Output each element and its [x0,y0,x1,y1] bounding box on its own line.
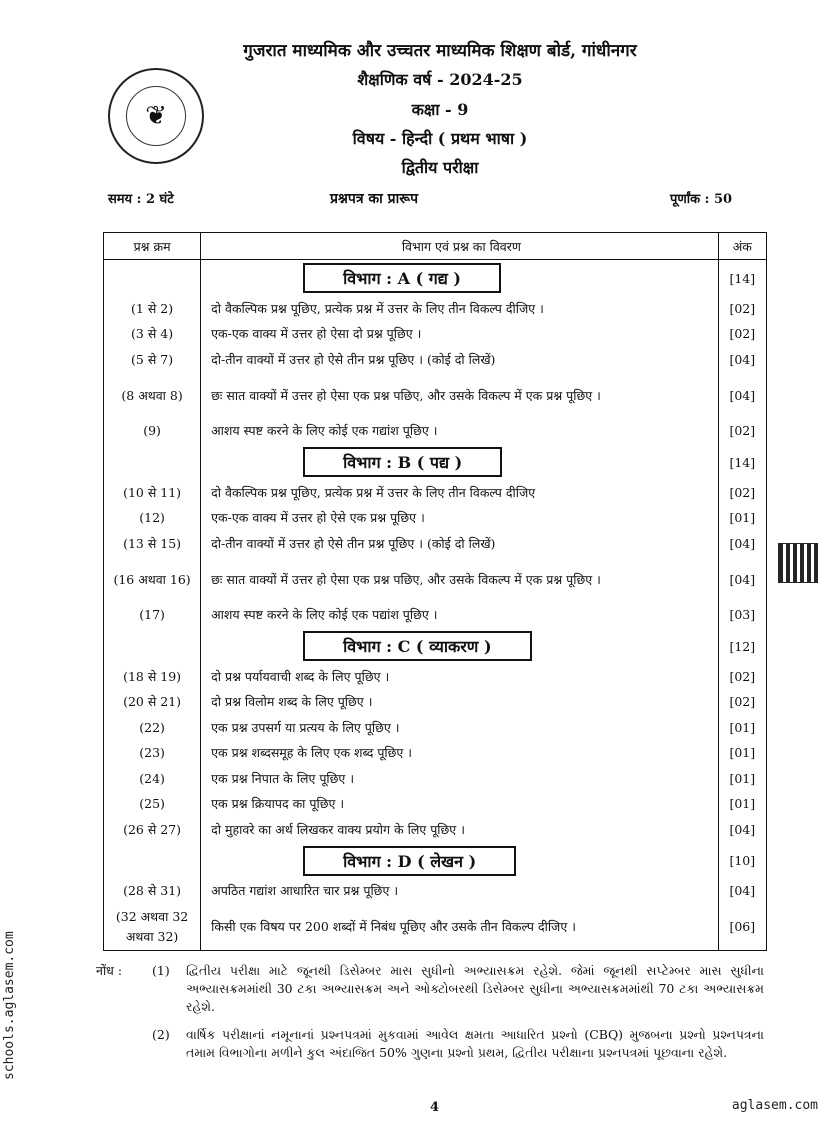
question-no: (17) [104,603,201,629]
question-desc: छः सात वाक्यों में उत्तर हो ऐसा एक प्रश्न पछिए, और उसके विकल्प में एक प्रश्न पूछिए । [201,373,718,419]
question-desc: दो वैकल्पिक प्रश्न पूछिए, प्रत्येक प्रश्न में उत्तर के लिए तीन विकल्प दीजिए । [201,296,718,322]
table-row [104,531,767,557]
table-row [104,480,767,506]
question-no: (18 से 19) [104,664,201,690]
question-desc: किसी एक विषय पर 200 शब्दों में निबंध पूछिए और उसके तीन विकल्प दीजिए । [201,904,718,951]
qr-code [778,543,818,583]
question-no: (28 से 31) [104,879,201,905]
question-desc: एक प्रश्न शब्दसमूह के लिए एक शब्द पूछिए । [201,741,718,767]
note-2-text: વાર્ષિક પરીક્ષાનાં નમૂનાનાં પ્રશ્નપત્રમાં મુકવામાં આવેલ ક્ષમતા આધારિત પ્રશ્નો (CBQ) મુજબના પ્રશ્નો પ્રશ્નપત્રના તમામ વિભાગોના મળીને કુલ અંદાજિત 50% ગુણના પ્રશ્નો પ્રથમ, દ્વિતીય પરીક્ષાના પ્રશ્નપત્રમાં પૂછવાના રહેશે. [186,1027,764,1060]
question-desc: दो प्रश्न विलोम शब्द के लिए पूछिए । [201,690,718,716]
question-no: (24) [104,766,201,792]
table-row [104,879,767,905]
question-marks: [06] [718,904,766,951]
question-desc: दो मुहावरे का अर्थ लिखकर वाक्य प्रयोग के लिए पूछिए । [201,817,718,843]
board-name: गुजरात माध्यमिक और उच्चतर माध्यमिक शिक्षण बोर्ड, गांधीनगर [243,41,637,61]
question-no: (26 से 27) [104,817,201,843]
table-header-row [104,233,767,260]
question-no: (20 से 21) [104,690,201,716]
table-row [104,506,767,532]
note-2-number: (2) [152,1027,170,1042]
question-no: (8 अथवा 8) [104,373,201,419]
question-desc: एक-एक वाक्य में उत्तर हो ऐसे एक प्रश्न पूछिए । [201,506,718,532]
question-marks: [02] [718,664,766,690]
col-header-marks: अंक [718,233,766,260]
question-marks: [01] [718,792,766,818]
question-no: (13 से 15) [104,531,201,557]
question-marks: [04] [718,817,766,843]
question-desc: दो वैकल्पिक प्रश्न पूछिए, प्रत्येक प्रश्न में उत्तर के लिए तीन विकल्प दीजिए [201,480,718,506]
question-desc: एक-एक वाक्य में उत्तर हो ऐसा दो प्रश्न पूछिए । [201,322,718,348]
question-marks: [03] [718,603,766,629]
question-no: (9) [104,419,201,445]
table-row [104,419,767,445]
question-no: (32 अथवा 32 अथवा 32) [104,904,201,951]
question-marks: [04] [718,531,766,557]
question-desc: छः सात वाक्यों में उत्तर हो ऐसा एक प्रश्न पछिए, और उसके विकल्प में एक प्रश्न पूछिए । [201,557,718,603]
side-watermark: schools.aglasem.com [2,931,17,1080]
total-marks: पूर्णांक : 50 [670,192,733,207]
question-no: (16 अथवा 16) [104,557,201,603]
swan-emblem-icon: ❦ [126,86,186,146]
question-no: (10 से 11) [104,480,201,506]
question-marks: [04] [718,347,766,373]
col-header-question-no: प्रश्न क्रम [104,233,201,260]
section-c-title: विभाग : C ( व्याकरण ) [303,631,531,661]
question-marks: [01] [718,506,766,532]
question-marks: [04] [718,557,766,603]
section-d-row [104,843,767,879]
question-no: (3 से 4) [104,322,201,348]
table-row [104,792,767,818]
time-label: समय : 2 घंटे [108,192,174,207]
question-no: (22) [104,715,201,741]
table-row [104,296,767,322]
question-desc: एक प्रश्न उपसर्ग या प्रत्यय के लिए पूछिए । [201,715,718,741]
question-desc: एक प्रश्न निपात के लिए पूछिए । [201,766,718,792]
exam-label: द्वितीय परीक्षा [401,158,479,177]
academic-year: शैक्षणिक वर्ष - 2024-25 [357,70,523,89]
section-b-title: विभाग : B ( पद्य ) [303,447,502,477]
question-marks: [02] [718,419,766,445]
question-marks: [01] [718,715,766,741]
question-desc: अपठित गद्यांश आधारित चार प्रश्न पूछिए । [201,879,718,905]
question-marks: [01] [718,766,766,792]
question-desc: दो-तीन वाक्यों में उत्तर हो ऐसे तीन प्रश्न पूछिए । (कोई दो लिखें) [201,347,718,373]
section-d-title: विभाग : D ( लेखन ) [303,846,516,876]
question-desc: दो-तीन वाक्यों में उत्तर हो ऐसे तीन प्रश्न पूछिए । (कोई दो लिखें) [201,531,718,557]
question-marks: [04] [718,879,766,905]
table-row [104,664,767,690]
section-b-marks: [14] [718,444,766,480]
notes-label: नोंध : [96,963,123,978]
table-row [104,766,767,792]
question-marks: [02] [718,480,766,506]
table-row [104,741,767,767]
section-b-row [104,444,767,480]
question-no: (12) [104,506,201,532]
class-label: कक्षा - 9 [411,100,469,119]
question-marks: [02] [718,690,766,716]
section-d-marks: [10] [718,843,766,879]
question-marks: [04] [718,373,766,419]
question-no: (5 से 7) [104,347,201,373]
section-c-marks: [12] [718,628,766,664]
section-a-row [104,260,767,297]
question-desc: दो प्रश्न पर्यायवाची शब्द के लिए पूछिए । [201,664,718,690]
page-number: 4 [430,1100,440,1115]
question-pattern-table [103,232,767,951]
note-1-text: દ્વિતીય પરીક્ષા માટે જૂનથી ડિસેમ્બર માસ સુધીનો અભ્યાસક્રમ રહેશે. જેમાં જૂનથી સપ્ટેમ્બર માસ સુધીના અભ્યાસક્રમમાંથી 30 ટકા અભ્યાસક્રમ અને ઓક્ટોબરથી ડિસેમ્બર સુધીના અભ્યાસક્રમમાંથી 70 ટકા અભ્યાસક્રમ રહેશે. [186,963,764,1014]
table-row [104,715,767,741]
table-row [104,557,767,603]
question-desc: आशय स्पष्ट करने के लिए कोई एक पद्यांश पूछिए । [201,603,718,629]
table-row [104,904,767,951]
table-row [104,690,767,716]
question-marks: [02] [718,296,766,322]
question-marks: [02] [718,322,766,348]
table-row [104,603,767,629]
table-row [104,347,767,373]
question-marks: [01] [718,741,766,767]
section-a-title: विभाग : A ( गद्य ) [303,263,501,293]
subject-label: विषय - हिन्दी ( प्रथम भाषा ) [352,129,528,148]
table-row [104,817,767,843]
section-c-row [104,628,767,664]
question-no: (25) [104,792,201,818]
section-a-marks: [14] [718,260,766,297]
col-header-description: विभाग एवं प्रश्न का विवरण [201,233,718,260]
footer-watermark: aglasem.com [731,1098,818,1113]
paper-title: प्रश्नपत्र का प्रारूप [330,191,419,207]
table-row [104,322,767,348]
question-no: (23) [104,741,201,767]
question-no: (1 से 2) [104,296,201,322]
table-row [104,373,767,419]
note-1-number: (1) [152,963,170,978]
question-desc: एक प्रश्न क्रियापद का पूछिए । [201,792,718,818]
question-desc: आशय स्पष्ट करने के लिए कोई एक गद्यांश पूछिए । [201,419,718,445]
